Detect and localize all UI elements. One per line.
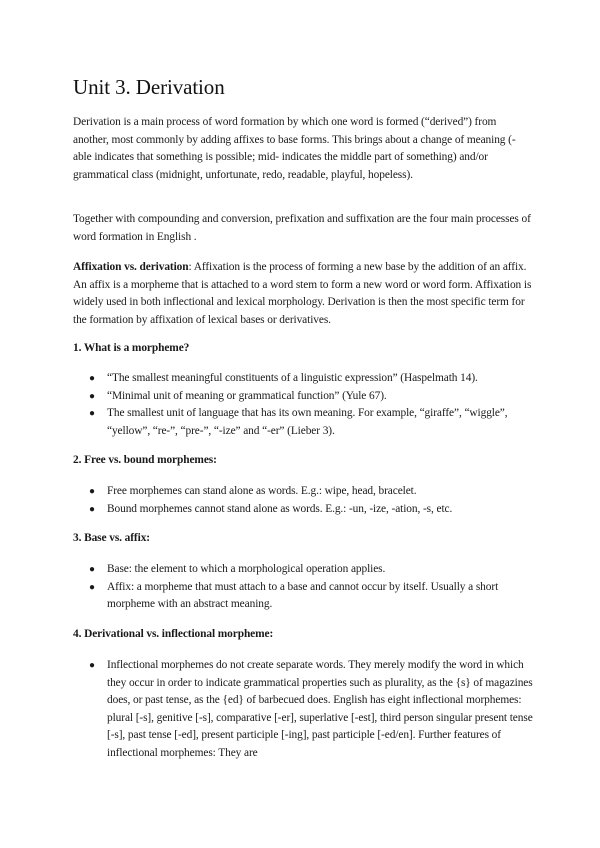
list-item: ● Inflectional morphemes do not create separate words. They merely modify the word in which they occur in order to indicate grammatical properties such as plurality, as the {s} of magazines does, or past tense, as the {ed} of barbecued does. English has eight inflectional morphemes: plural [-s], genitive [-s], comparative [-er], superlative [-est], third person singular present tense [-s], past tense [-ed], present participle [-ing], past participle [-ed/en]. Further features of inflectional morphemes: They are <box>89 659 533 759</box>
list-item: ● Base: the element to which a morphological operation applies. <box>73 561 533 579</box>
intro-paragraph: Derivation is a main process of word formation by which one word is formed (“derived”) from another, most commonly by adding affixes to base forms. This brings about a change of meaning (-able indicates that something is possible; mid- indicates the middle part of something) and/or grammatical class (midnight, unfortunate, redo, readable, playful, hopeless). <box>73 116 516 181</box>
section-heading-base-affix: 3. Base vs. affix: <box>73 532 150 544</box>
bullet-icon: ● <box>89 373 95 384</box>
free-bound-list <box>73 483 533 518</box>
affixation-term: Affixation vs. derivation <box>73 261 189 273</box>
section-heading-morpheme: 1. What is a morpheme? <box>73 342 190 354</box>
bullet-icon: ● <box>89 390 95 402</box>
list-item: ● Affix: a morpheme that must attach to a base and cannot occur by itself. Usually a short morpheme with an abstract meaning. <box>89 580 499 611</box>
section-heading-free-bound: 2. Free vs. bound morphemes: <box>73 454 217 466</box>
affixation-paragraph <box>73 259 533 329</box>
list-item: ● Free morphemes can stand alone as words. E.g.: wipe, head, bracelet. <box>73 483 533 501</box>
list-item: ● “The smallest meaningful constituents of a linguistic expression” (Haspelmath 14). <box>73 370 533 388</box>
bullet-icon: ● <box>89 503 95 515</box>
bullet-icon: ● <box>89 581 95 593</box>
morpheme-definition-list <box>73 370 533 440</box>
base-affix-list <box>73 561 533 614</box>
bullet-icon: ● <box>89 564 95 575</box>
section-heading-derivational-inflectional: 4. Derivational vs. inflectional morpheme: <box>73 628 274 640</box>
bullet-icon: ● <box>89 408 95 420</box>
bullet-icon: ● <box>89 660 95 671</box>
list-item: ● “Minimal unit of meaning or grammatical function” (Yule 67). <box>73 388 533 406</box>
bullet-icon: ● <box>89 486 95 497</box>
derivational-inflectional-list <box>73 657 533 763</box>
affixation-text: : Affixation is the process of forming a new base by the addition of an affix. An affix is a morpheme that is attached to a word stem to form a new word or word form. Affixation is widely used in both inflectional and lexical morphology. Derivation is then the most specific term for the formation by affixation of lexical bases or derivatives. <box>73 261 532 326</box>
list-item: ● Bound morphemes cannot stand alone as words. E.g.: -un, -ize, -ation, -s, etc. <box>73 501 533 519</box>
page-title: Unit 3. Derivation <box>73 75 225 99</box>
list-item: ● The smallest unit of language that has its own meaning. For example, “giraffe”, “wiggle”, “yellow”, “re-”, “pre-”, “-ize” and “-er” (Lieber 3). <box>89 407 508 437</box>
compounding-paragraph: Together with compounding and conversion, prefixation and suffixation are the four main processes of word formation in English . <box>73 213 531 243</box>
